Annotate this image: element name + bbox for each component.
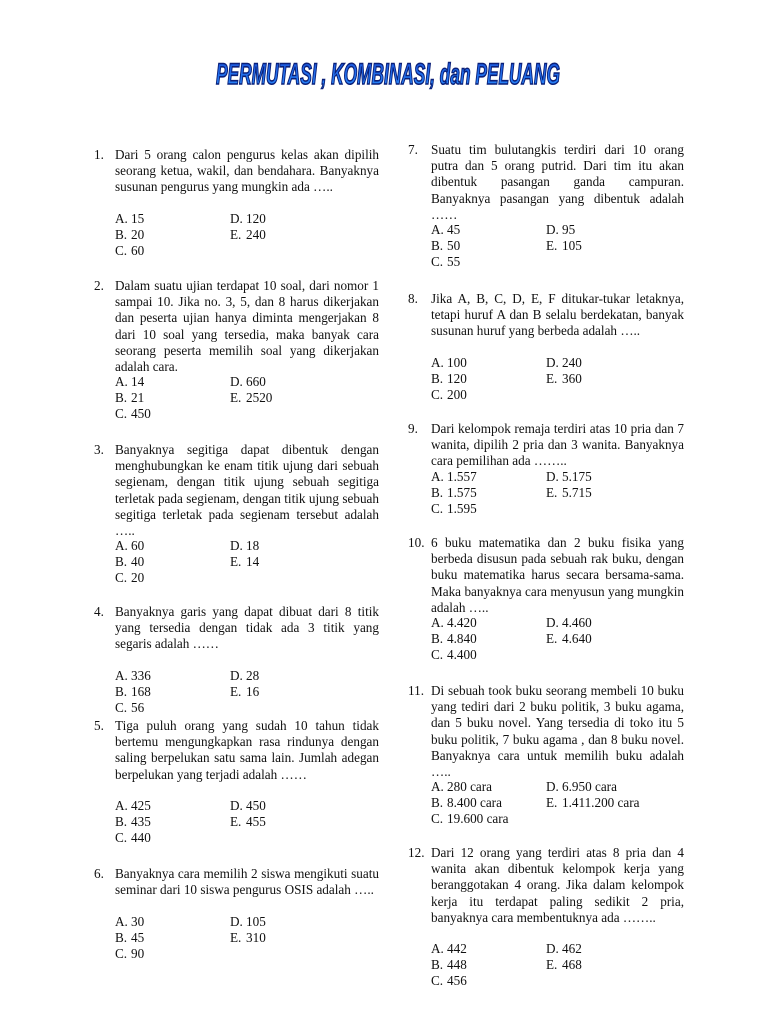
- option-value: 14: [131, 374, 145, 389]
- question-text: Tiga puluh orang yang sudah 10 tahun tidak bertemu mengungkapkan rasa rindunya dengan saling berpelukan satu sama lain. Jumlah adegan berpelukan yang terjadi adalah ……: [115, 718, 379, 782]
- option-d: [546, 355, 582, 371]
- option-e: [546, 795, 640, 811]
- option-letter: C.: [431, 811, 444, 827]
- option-letter: B.: [115, 554, 128, 570]
- option-value: 28: [246, 668, 260, 683]
- option-a: [115, 798, 151, 814]
- option-e: [230, 227, 266, 243]
- option-value: 455: [246, 814, 266, 830]
- question-number: 11.: [408, 683, 424, 698]
- option-value: 1.595: [447, 501, 477, 517]
- option-a: [115, 374, 144, 390]
- option-value: 4.420: [447, 615, 477, 630]
- option-letter: E.: [546, 795, 558, 811]
- option-letter: D.: [546, 355, 559, 370]
- question-number: 9.: [408, 421, 418, 436]
- option-letter: C.: [431, 973, 444, 989]
- question-text: Banyaknya segitiga dapat dibentuk dengan menghubungkan ke enam titik ujung dari sebuah segienam, dengan titik ujung sebuah segitiga terletak pada segienam, dengan titik ujung sebuah segitiga terletak pada segienam tersebut adalah …..: [115, 442, 379, 539]
- option-letter: E.: [230, 930, 242, 946]
- option-value: 240: [246, 227, 266, 243]
- option-b: [115, 684, 151, 700]
- option-a: [431, 615, 477, 631]
- option-c: [115, 243, 144, 259]
- option-letter: A.: [115, 668, 128, 683]
- option-value: 5.175: [562, 469, 592, 484]
- option-value: 240: [562, 355, 582, 370]
- option-value: 15: [131, 211, 145, 226]
- option-letter: C.: [431, 254, 444, 270]
- option-c: [115, 830, 151, 846]
- option-a: [431, 355, 467, 371]
- option-d: [546, 222, 575, 238]
- option-b: [115, 554, 144, 570]
- option-letter: C.: [115, 243, 128, 259]
- option-value: 442: [447, 941, 467, 956]
- option-value: 100: [447, 355, 467, 370]
- question-number: 1.: [94, 147, 104, 162]
- question-number: 4.: [94, 604, 104, 619]
- question-text: Dari 5 orang calon pengurus kelas akan dipilih seorang ketua, wakil, dan bendahara. Banyaknya susunan pengurus yang mungkin ada …..: [115, 147, 379, 195]
- option-b: [431, 485, 477, 501]
- option-letter: D.: [546, 222, 559, 237]
- option-a: [115, 211, 144, 227]
- option-d: [230, 211, 266, 227]
- question-text: Dari kelompok remaja terdiri atas 10 pria dan 7 wanita, dipilih 2 pria dan 3 wanita. Banyaknya cara pemilihan ada ……..: [431, 421, 684, 469]
- option-value: 660: [246, 374, 266, 389]
- option-e: [230, 554, 259, 570]
- option-value: 40: [131, 554, 145, 570]
- page-title: [212, 48, 564, 96]
- option-e: [230, 390, 272, 406]
- option-letter: B.: [431, 957, 444, 973]
- option-letter: D.: [546, 779, 559, 794]
- option-e: [230, 684, 259, 700]
- option-value: 30: [131, 914, 145, 929]
- question-number: 8.: [408, 291, 418, 306]
- option-value: 4.640: [562, 631, 592, 647]
- option-d: [546, 469, 592, 485]
- option-b: [115, 814, 151, 830]
- option-letter: E.: [546, 238, 558, 254]
- option-value: 56: [131, 700, 145, 716]
- option-d: [546, 615, 592, 631]
- option-letter: A.: [431, 222, 444, 237]
- option-b: [115, 390, 144, 406]
- option-value: 5.715: [562, 485, 592, 501]
- option-value: 90: [131, 946, 145, 962]
- option-a: [431, 779, 492, 795]
- option-value: 16: [246, 684, 260, 700]
- option-letter: E.: [230, 814, 242, 830]
- question-number: 7.: [408, 142, 418, 157]
- option-d: [230, 914, 266, 930]
- option-c: [431, 973, 467, 989]
- option-letter: C.: [115, 700, 128, 716]
- question-text: Dalam suatu ujian terdapat 10 soal, dari nomor 1 sampai 10. Jika no. 3, 5, dan 8 harus dikerjakan dan peserta ujian hanya diminta mengerjakan 8 dari 10 soal yang tersedia, maka banyak cara seorang peserta memilih soal yang dikerjakan adalah cara.: [115, 278, 379, 375]
- option-letter: B.: [431, 795, 444, 811]
- option-value: 20: [131, 570, 145, 586]
- option-a: [115, 538, 144, 554]
- option-value: 435: [131, 814, 151, 830]
- svg-text:PERMUTASI , KOMBINASI, dan PEL: PERMUTASI , KOMBINASI, dan PELUANG: [216, 58, 560, 91]
- option-c: [115, 946, 144, 962]
- option-value: 14: [246, 554, 260, 570]
- option-letter: D.: [230, 798, 243, 813]
- option-b: [431, 238, 460, 254]
- question-text: Banyaknya cara memilih 2 siswa mengikuti suatu seminar dari 10 siswa pengurus OSIS adalah …..: [115, 866, 379, 898]
- option-letter: A.: [431, 941, 444, 956]
- option-value: 336: [131, 668, 151, 683]
- option-letter: E.: [546, 631, 558, 647]
- option-e: [546, 957, 582, 973]
- option-b: [431, 795, 502, 811]
- option-e: [230, 930, 266, 946]
- option-letter: B.: [431, 238, 444, 254]
- option-value: 1.557: [447, 469, 477, 484]
- question-number: 6.: [94, 866, 104, 881]
- option-c: [115, 570, 144, 586]
- option-value: 2520: [246, 390, 273, 406]
- question-text: Banyaknya garis yang dapat dibuat dari 8 titik yang tersedia dengan tidak ada 3 titik yang segaris adalah ……: [115, 604, 379, 652]
- option-e: [546, 485, 592, 501]
- option-value: 50: [447, 238, 461, 254]
- option-value: 55: [447, 254, 461, 270]
- option-value: 105: [246, 914, 266, 929]
- option-value: 45: [447, 222, 461, 237]
- option-letter: A.: [115, 211, 128, 226]
- option-value: 1.575: [447, 485, 477, 501]
- option-letter: D.: [546, 615, 559, 630]
- option-c: [431, 647, 477, 663]
- option-letter: B.: [115, 814, 128, 830]
- option-value: 1.411.200 cara: [562, 795, 640, 811]
- option-letter: C.: [115, 946, 128, 962]
- option-value: 440: [131, 830, 151, 846]
- option-letter: A.: [115, 374, 128, 389]
- option-letter: D.: [230, 211, 243, 226]
- option-letter: C.: [115, 570, 128, 586]
- question-number: 10.: [408, 535, 425, 550]
- option-letter: E.: [230, 684, 242, 700]
- option-value: 360: [562, 371, 582, 387]
- option-letter: B.: [431, 485, 444, 501]
- option-letter: D.: [230, 914, 243, 929]
- option-letter: D.: [230, 538, 243, 553]
- option-value: 18: [246, 538, 260, 553]
- option-value: 448: [447, 957, 467, 973]
- option-letter: C.: [431, 647, 444, 663]
- question-text: Jika A, B, C, D, E, F ditukar-tukar letaknya, tetapi huruf A dan B selalu berdekatan, banyak susunan huruf yang berbeda adalah …..: [431, 291, 684, 339]
- option-letter: D.: [230, 668, 243, 683]
- option-value: 425: [131, 798, 151, 813]
- question-number: 2.: [94, 278, 104, 293]
- option-d: [230, 668, 259, 684]
- option-b: [431, 957, 467, 973]
- option-letter: B.: [431, 371, 444, 387]
- option-letter: E.: [546, 485, 558, 501]
- option-value: 450: [131, 406, 151, 422]
- option-c: [115, 406, 151, 422]
- option-c: [431, 254, 460, 270]
- option-letter: B.: [115, 227, 128, 243]
- option-b: [115, 227, 144, 243]
- option-letter: B.: [115, 390, 128, 406]
- option-value: 4.400: [447, 647, 477, 663]
- option-letter: A.: [431, 615, 444, 630]
- option-letter: D.: [546, 941, 559, 956]
- question-number: 3.: [94, 442, 104, 457]
- option-a: [115, 668, 151, 684]
- option-value: 4.460: [562, 615, 592, 630]
- option-letter: A.: [431, 779, 444, 794]
- option-value: 468: [562, 957, 582, 973]
- option-b: [431, 371, 467, 387]
- option-letter: D.: [546, 469, 559, 484]
- option-value: 462: [562, 941, 582, 956]
- option-value: 120: [246, 211, 266, 226]
- option-b: [431, 631, 477, 647]
- option-value: 450: [246, 798, 266, 813]
- option-a: [431, 469, 477, 485]
- option-value: 21: [131, 390, 145, 406]
- option-value: 95: [562, 222, 576, 237]
- question-text: Di sebuah took buku seorang membeli 10 buku yang tediri dari 2 buku politik, 3 buku agama, dan 5 buku novel. Yang tersedia di toko itu 5 buku politik, 7 buku agama , dan 8 buku novel. Banyaknya cara untuk memilih buku adalah …..: [431, 683, 684, 780]
- option-value: 105: [562, 238, 582, 254]
- option-e: [230, 814, 266, 830]
- option-value: 456: [447, 973, 467, 989]
- option-a: [431, 222, 460, 238]
- option-c: [431, 811, 509, 827]
- option-e: [546, 371, 582, 387]
- option-d: [546, 779, 617, 795]
- option-value: 168: [131, 684, 151, 700]
- option-value: 310: [246, 930, 266, 946]
- option-c: [115, 700, 144, 716]
- option-e: [546, 631, 592, 647]
- option-letter: E.: [230, 390, 242, 406]
- option-c: [431, 387, 467, 403]
- option-value: 280 cara: [447, 779, 493, 794]
- option-letter: C.: [431, 387, 444, 403]
- option-value: 60: [131, 243, 145, 259]
- option-letter: A.: [431, 355, 444, 370]
- option-letter: D.: [230, 374, 243, 389]
- option-value: 19.600 cara: [447, 811, 509, 827]
- question-number: 12.: [408, 845, 425, 860]
- option-d: [230, 798, 266, 814]
- option-value: 45: [131, 930, 145, 946]
- option-letter: A.: [431, 469, 444, 484]
- option-letter: B.: [115, 930, 128, 946]
- option-letter: C.: [115, 830, 128, 846]
- option-value: 20: [131, 227, 145, 243]
- option-letter: B.: [431, 631, 444, 647]
- option-letter: A.: [115, 538, 128, 553]
- option-a: [431, 941, 467, 957]
- option-value: 200: [447, 387, 467, 403]
- option-value: 6.950 cara: [562, 779, 617, 794]
- option-value: 8.400 cara: [447, 795, 502, 811]
- option-letter: E.: [230, 554, 242, 570]
- question-text: 6 buku matematika dan 2 buku fisika yang berbeda disusun pada sebuah rak buku, dengan buku matematika harus secara bersama-sama. Maka banyaknya cara menyusun yang mungkin adalah …..: [431, 535, 684, 615]
- option-d: [230, 374, 266, 390]
- option-c: [431, 501, 477, 517]
- question-text: Dari 12 orang yang terdiri atas 8 pria dan 4 wanita akan dibentuk kelompok kerja yang beranggotakan 4 orang. Jika dalam kelompok kerja itu terdapat paling sedikit 2 pria, banyaknya cara membentuknya ada ……..: [431, 845, 684, 925]
- option-value: 60: [131, 538, 145, 553]
- option-letter: E.: [230, 227, 242, 243]
- option-value: 4.840: [447, 631, 477, 647]
- question-number: 5.: [94, 718, 104, 733]
- option-d: [546, 941, 582, 957]
- option-letter: C.: [431, 501, 444, 517]
- option-e: [546, 238, 582, 254]
- option-letter: A.: [115, 798, 128, 813]
- option-letter: E.: [546, 371, 558, 387]
- option-letter: C.: [115, 406, 128, 422]
- option-d: [230, 538, 259, 554]
- option-letter: B.: [115, 684, 128, 700]
- option-a: [115, 914, 144, 930]
- option-value: 120: [447, 371, 467, 387]
- option-letter: E.: [546, 957, 558, 973]
- option-b: [115, 930, 144, 946]
- option-letter: A.: [115, 914, 128, 929]
- question-text: Suatu tim bulutangkis terdiri dari 10 orang putra dan 5 orang putrid. Dari tim itu akan dibentuk pasangan ganda campuran. Banyaknya pasangan yang dibentuk adalah ……: [431, 142, 684, 222]
